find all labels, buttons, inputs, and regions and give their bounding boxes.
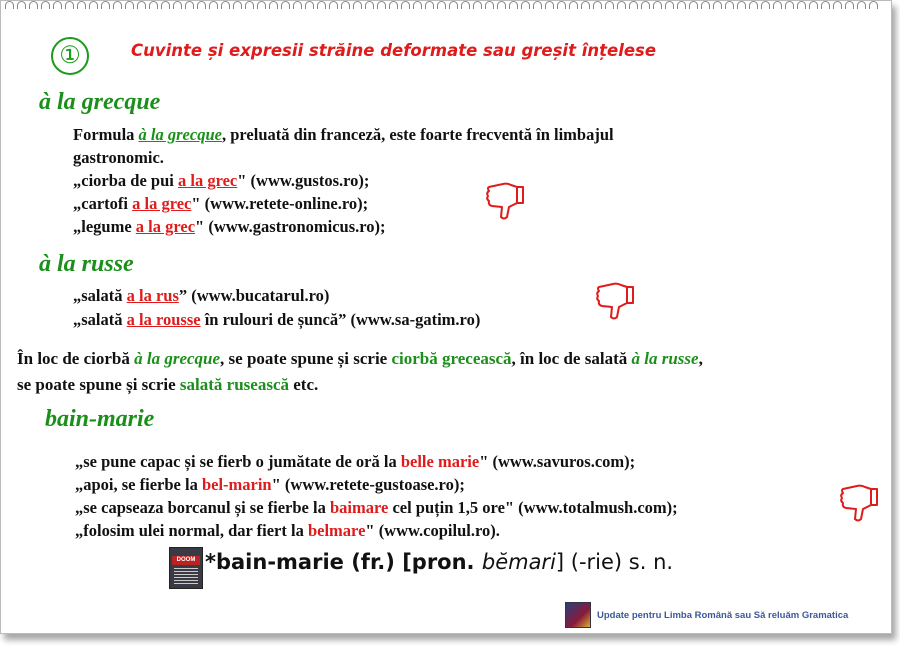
thumbs-down-icon xyxy=(593,279,637,323)
thumbs-down-icon xyxy=(483,179,527,223)
spiral-ring xyxy=(17,1,26,9)
wrong-term: a la grec xyxy=(132,194,192,213)
spiral-ring xyxy=(257,1,266,9)
spiral-ring xyxy=(821,1,830,9)
spiral-ring xyxy=(65,1,74,9)
spiral-ring xyxy=(449,1,458,9)
term-a-la-grecque: à la grecque xyxy=(138,125,222,144)
spiral-ring xyxy=(557,1,566,9)
spiral-ring xyxy=(605,1,614,9)
spiral-ring xyxy=(785,1,794,9)
spiral-ring xyxy=(305,1,314,9)
spiral-ring xyxy=(269,1,278,9)
spiral-ring xyxy=(101,1,110,9)
spiral-ring xyxy=(365,1,374,9)
footer-text[interactable]: Update pentru Limba Română sau Să reluăm Gramatica xyxy=(597,609,849,621)
recommendation-line-2: se poate spune și scrie salată rusească etc. xyxy=(17,375,319,394)
example-line: „cartofi a la grec" (www.retete-online.ro); xyxy=(73,194,369,213)
spiral-ring xyxy=(761,1,770,9)
spiral-ring xyxy=(389,1,398,9)
book-label: DOOM xyxy=(172,556,200,565)
spiral-ring xyxy=(233,1,242,9)
example-line: „legume a la grec" (www.gastronomicus.ro); xyxy=(73,217,386,236)
spiral-ring xyxy=(209,1,218,9)
spiral-ring xyxy=(29,1,38,9)
number-badge: ① xyxy=(51,37,89,75)
thumbs-down-icon xyxy=(837,481,881,525)
spiral-ring xyxy=(857,1,866,9)
spiral-ring xyxy=(545,1,554,9)
spiral-ring xyxy=(593,1,602,9)
spiral-ring xyxy=(473,1,482,9)
spiral-ring xyxy=(353,1,362,9)
spiral-ring xyxy=(425,1,434,9)
heading-bain-marie: bain-marie xyxy=(45,406,155,432)
spiral-ring xyxy=(749,1,758,9)
spiral-ring xyxy=(53,1,62,9)
spiral-ring xyxy=(737,1,746,9)
spiral-ring xyxy=(713,1,722,9)
spiral-ring xyxy=(137,1,146,9)
example-line: „salată a la rus” (www.bucatarul.ro) xyxy=(73,286,330,305)
intro-line: Formula à la grecque, preluată din franceză, este foarte frecventă în limbajul xyxy=(73,125,614,144)
spiral-ring xyxy=(113,1,122,9)
spiral-ring xyxy=(341,1,350,9)
spiral-ring xyxy=(161,1,170,9)
spiral-ring xyxy=(401,1,410,9)
spiral-ring xyxy=(641,1,650,9)
spiral-ring xyxy=(125,1,134,9)
spiral-ring xyxy=(581,1,590,9)
spiral-ring xyxy=(521,1,530,9)
spiral-ring xyxy=(617,1,626,9)
spiral-ring xyxy=(869,1,878,9)
intro-line-2: gastronomic. xyxy=(73,148,164,167)
footer-credit[interactable] xyxy=(565,602,848,628)
wrong-term: belle marie xyxy=(400,452,480,471)
spiral-ring xyxy=(437,1,446,9)
example-line: „ciorba de pui a la grec" (www.gustos.ro); xyxy=(73,171,370,190)
spiral-ring xyxy=(629,1,638,9)
spiral-ring xyxy=(245,1,254,9)
spiral-ring xyxy=(281,1,290,9)
wrong-term: a la rus xyxy=(126,286,179,305)
spiral-ring xyxy=(5,1,14,9)
heading-a-la-russe: à la russe xyxy=(39,251,134,277)
wrong-term: a la grec xyxy=(177,171,238,190)
dictionary-entry: *bain-marie (fr.) [pron. bĕmari] (-rie) s. n. xyxy=(205,550,674,574)
spiral-ring xyxy=(377,1,386,9)
spiral-ring xyxy=(173,1,182,9)
spiral-ring xyxy=(185,1,194,9)
footer-thumbnail xyxy=(565,602,591,628)
spiral-ring xyxy=(701,1,710,9)
page-title: Cuvinte și expresii străine deformate sau greșit înțelese xyxy=(131,41,657,60)
example-line: „salată a la rousse în rulouri de șuncă” (www.sa-gatim.ro) xyxy=(73,310,481,329)
spiral-ring xyxy=(293,1,302,9)
spiral-ring xyxy=(77,1,86,9)
example-line: „se capseaza borcanul și se fierbe la baimare cel puțin 1,5 ore" (www.totalmush.com); xyxy=(75,498,678,517)
spiral-ring xyxy=(725,1,734,9)
spiral-ring xyxy=(413,1,422,9)
spiral-ring xyxy=(461,1,470,9)
example-line: „se pune capac și se fierb o jumătate de oră la belle marie" (www.savuros.com); xyxy=(75,452,636,471)
spiral-ring xyxy=(149,1,158,9)
spiral-ring xyxy=(509,1,518,9)
spiral-binding xyxy=(5,1,885,11)
spiral-ring xyxy=(221,1,230,9)
wrong-term: a la rousse xyxy=(126,310,201,329)
spiral-ring xyxy=(41,1,50,9)
example-line: „folosim ulei normal, dar fiert la belmare" (www.copilul.ro). xyxy=(75,521,500,540)
spiral-ring xyxy=(497,1,506,9)
spiral-ring xyxy=(689,1,698,9)
spiral-ring xyxy=(845,1,854,9)
example-line: „apoi, se fierbe la bel-marin" (www.retete-gustoase.ro); xyxy=(75,475,465,494)
spiral-ring xyxy=(533,1,542,9)
spiral-ring xyxy=(197,1,206,9)
wrong-term: a la grec xyxy=(135,217,196,236)
spiral-ring xyxy=(569,1,578,9)
spiral-ring xyxy=(485,1,494,9)
spiral-ring xyxy=(797,1,806,9)
wrong-term: belmare xyxy=(307,521,366,540)
spiral-ring xyxy=(317,1,326,9)
spiral-ring xyxy=(809,1,818,9)
spiral-ring xyxy=(653,1,662,9)
doom-book-cover xyxy=(169,547,203,589)
wrong-term: bel-marin xyxy=(201,475,272,494)
spiral-ring xyxy=(773,1,782,9)
spiral-ring xyxy=(89,1,98,9)
spiral-ring xyxy=(833,1,842,9)
spiral-ring xyxy=(665,1,674,9)
heading-a-la-grecque: à la grecque xyxy=(39,89,161,115)
wrong-term: baimare xyxy=(329,498,389,517)
spiral-ring xyxy=(677,1,686,9)
recommendation-line-1: În loc de ciorbă à la grecque, se poate spune și scrie ciorbă grecească, în loc de salată à la russe, xyxy=(17,349,703,368)
spiral-ring xyxy=(329,1,338,9)
